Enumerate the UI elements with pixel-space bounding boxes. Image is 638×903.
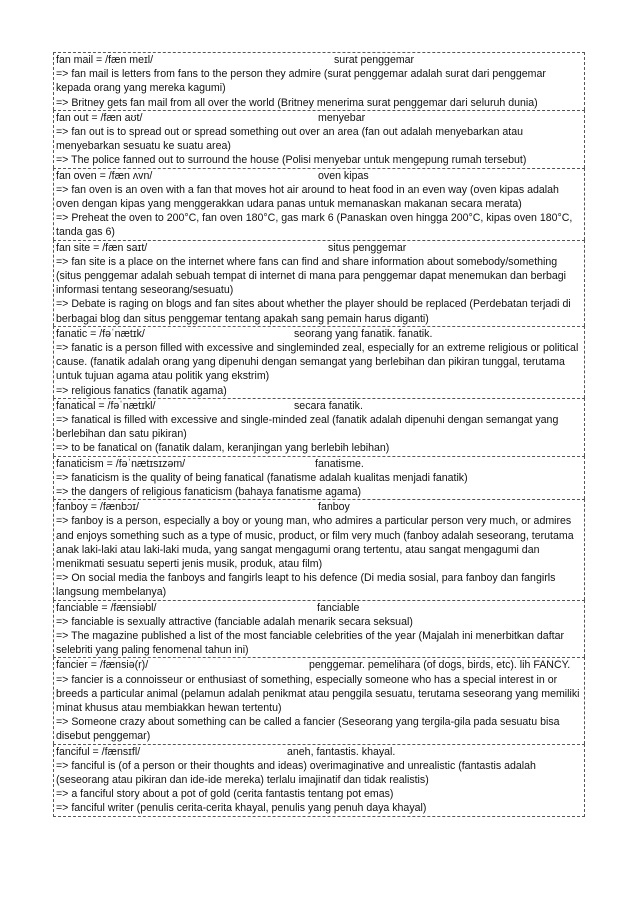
entry-line: => Preheat the oven to 200°C, fan oven 180°C, gas mark 6 (Panaskan oven hingga 200°C, kipas oven 180°C, tanda gas 6) (56, 212, 573, 239)
entry-translation: secara fanatik. (294, 399, 363, 412)
dictionary-entry (53, 52, 585, 110)
entry-translation: aneh, fantastis. khayal. (287, 745, 396, 758)
dictionary-entry (53, 456, 585, 500)
entry-line: => On social media the fanboys and fangirls leapt to his defence (Di media sosial, para fanboy dan fangirls langsung membelanya) (56, 572, 556, 599)
entry-line: => Someone crazy about something can be called a fancier (Seseorang yang tergila-gila pada sesuatu bisa disebut penggemar) (56, 716, 560, 743)
entry-translation: surat penggemar (334, 54, 415, 66)
entry-line: => Britney gets fan mail from all over the world (Britney menerima surat penggemar dari seluruh dunia) (56, 96, 538, 109)
entry-translation: menyebar (318, 111, 366, 124)
entry-headword: fanatical = /fəˈnætɪkl/ (56, 399, 156, 412)
entry-line: => fan out is to spread out or spread something out over an area (fan out adalah menyebarkan atau menyebarkan sesuatu ke suatu area) (56, 125, 524, 153)
entry-headword: fan site = /fæn saɪt/ (56, 241, 148, 254)
dictionary-entry (53, 499, 585, 599)
entry-headword: fan oven = /fæn ʌvn/ (56, 169, 153, 182)
entry-translation: situs penggemar (328, 241, 407, 254)
entry-translation: oven kipas (318, 169, 369, 182)
entry-headword: fanciable = /fænsiəbl/ (56, 601, 157, 614)
dictionary-entry (53, 326, 585, 398)
entry-headword: fan mail = /fæn meɪl/ (56, 54, 154, 66)
entry-line: => religious fanatics (fanatik agama) (56, 384, 227, 397)
entry-line: => fanciable is sexually attractive (fanciable adalah menarik secara seksual) (56, 615, 413, 628)
entry-line: => a fanciful story about a pot of gold (cerita fantastis tentang pot emas) (56, 788, 394, 801)
dictionary-entry (53, 600, 585, 658)
dictionary-entry (53, 744, 585, 817)
entry-translation: penggemar. pemelihara (of dogs, birds, etc). lih FANCY. (309, 659, 571, 672)
entry-line: => fan oven is an oven with a fan that moves hot air around to heat food in an even way (oven kipas adalah oven dengan kipas yang menggerakkan udara panas untuk memanaskan makanan secara merata) (56, 183, 559, 210)
dictionary-entry (53, 657, 585, 743)
dictionary-document (53, 52, 585, 817)
entry-line: => fanaticism is the quality of being fanatical (fanatisme adalah kualitas menjadi fanatik) (56, 471, 468, 484)
entry-headword: fanboy = /fænbɔɪ/ (56, 501, 139, 514)
dictionary-entry (53, 240, 585, 326)
entry-translation: fanboy (318, 501, 350, 514)
dictionary-entry (53, 398, 585, 456)
dictionary-entry (53, 168, 585, 240)
entry-line: => fancier is a connoisseur or enthusiast of something, especially someone who has a special interest in or breeds a particular animal (pelamun adalah penikmat atau penggila sesuatu, terutama seseorang yang memiliki minat khusus atau membiakkan hewan tertentu) (56, 673, 580, 714)
entry-line: => fanatic is a person filled with excessive and singleminded zeal, especially for an extreme religious or political cause. (fanatik adalah orang yang dipenuhi dengan semangat yang berlebihan dan pikiran tunggal, terutama untuk tujuan agama atau politik yang ekstrim) (56, 341, 579, 383)
entry-line: => the dangers of religious fanaticism (bahaya fanatisme agama) (56, 485, 362, 498)
entry-line: => fan site is a place on the internet where fans can find and share information about somebody/something (situs penggemar adalah sebuah tempat di internet di mana para penggemar dapat menemukan dan berbagi informasi tentang seseorang/sesuatu) (56, 255, 567, 297)
entry-line: => fanciful is (of a person or their thoughts and ideas) overimaginative and unrealistic (fantastis adalah (seseorang atau pikiran dan ide-ide mereka) terlalu imajinatif dan tidak realistis) (56, 759, 536, 786)
entry-headword: fan out = /fæn aʊt/ (56, 111, 143, 124)
entry-translation: fanatisme. (315, 457, 364, 470)
entry-headword: fanciful = /fænsɪfl/ (56, 745, 141, 758)
entry-line: => fan mail is letters from fans to the person they admire (surat penggemar adalah surat dari penggemar kepada orang yang mereka kagumi) (56, 68, 546, 95)
entry-line: => The police fanned out to surround the house (Polisi menyebar untuk mengepung rumah tersebut) (56, 154, 527, 167)
entry-headword: fanatic = /fəˈnætɪk/ (56, 327, 145, 340)
dictionary-entry (53, 110, 585, 168)
entry-line: => The magazine published a list of the most fanciable celebrities of the year (Majalah ini menerbitkan daftar selebriti yang paling fenomenal tahun ini) (56, 629, 564, 657)
entry-line: => fanatical is filled with excessive and single-minded zeal (fanatik adalah dipenuhi dengan semangat yang berlebihan dan satu pikiran) (56, 413, 559, 441)
entry-translation: seorang yang fanatik. fanatik. (294, 327, 433, 340)
entry-line: => fanboy is a person, especially a boy or young man, who admires a particular person very much, or admires and enjoys something such as a type of music, product, or film very much (fanboy adalah seseorang, terutama anak laki-laki atau laki-laki muda, yang sangat mengagumi orang tertentu, atau sangat mengagumi dan menikmati sesuatu seperti jenis musik, produk, atau film) (56, 515, 574, 570)
entry-translation: fanciable (317, 601, 360, 614)
entry-line: => Debate is raging on blogs and fan sites about whether the player should be replaced (Perdebatan terjadi di berbagai blog dan situs penggemar tentang apakah sang pemain harus diganti) (56, 298, 571, 325)
entry-headword: fanaticism = /fəˈnætɪsɪzəm/ (56, 457, 186, 470)
entry-line: => fanciful writer (penulis cerita-cerita khayal, penulis yang penuh daya khayal) (56, 802, 427, 815)
entry-headword: fancier = /fænsiə(r)/ (56, 659, 149, 672)
entry-line: => to be fanatical on (fanatik dalam, keranjingan yang berlebih lebihan) (56, 442, 390, 455)
